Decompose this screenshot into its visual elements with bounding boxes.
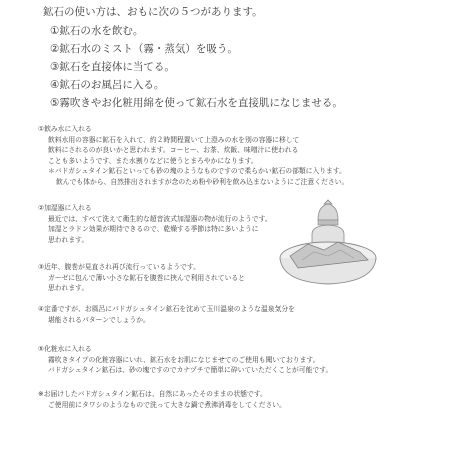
section-body-line: 思われます。: [48, 235, 89, 244]
intro-text: 鉱石の使い方は、おもに次の５つがあります。: [43, 6, 263, 18]
section-body-line: 飲料水用の容器に鉱石を入れて、約２時間程置いて上澄みの水を別の容器に移して: [48, 135, 300, 144]
section-body-line: 思われます。: [48, 284, 89, 292]
section-drinking-water: [38, 124, 398, 187]
section-note-line: 飲んでも体から、自然排出されますが念のため粉や砂利を飲み込まないようにご注意ください。: [56, 177, 349, 186]
section-note-line: ＊バドガシュタイン鉱石といっても砂の塊のようなものですので柔らかい鉱石の部類に入ります。: [48, 167, 346, 175]
section-body-line: 堪能されるパターンでしょうか。: [48, 315, 150, 324]
usage-item: ③鉱石を直接体に当てる。: [50, 61, 175, 73]
section-lotion: [38, 344, 398, 376]
section-heading: ⑤化粧水に入れる: [38, 345, 92, 353]
section-body-line: 霧吹きタイプの化粧容器にいれ、鉱石水をお肌になじませてのご使用も聞いております。: [48, 355, 320, 364]
section-body-line: 最近では、すべて洗えて衛生的な超音波式加湿器の物が流行のようです。: [48, 214, 272, 223]
usage-item: ②鉱石水のミスト（霧・蒸気）を吸う。: [50, 43, 238, 55]
section-body-line: 加湿とラドン効果が期待できるので、乾燥する季節は特に多いように: [48, 225, 259, 233]
section-heading: ①飲み水に入れる: [38, 125, 92, 133]
usage-item: ④鉱石のお風呂に入る。: [50, 79, 165, 91]
section-body-line: ことも多いようです、また水割りなどに使うとまろやかになります。: [48, 156, 258, 165]
section-body-line: ご使用前にタワシのようなもので洗って大きな鍋で煮沸消毒をしてください。: [48, 400, 286, 409]
usage-item: ①鉱石の水を飲む。: [50, 25, 144, 37]
section-heading: ②加湿器に入れる: [38, 204, 92, 212]
section-body-line: バドガシュタイン鉱石は、砂の塊ですのでカナヅチで簡単に砕いていただくことが可能です。: [48, 366, 333, 374]
section-delivery-note: [38, 389, 398, 410]
section-body-line: 飲料にされるのが良いかと思われます。コーヒー、お茶、炊飯、味噌汁に使われる: [48, 146, 299, 154]
usage-list: [50, 22, 343, 112]
section-body-line: ガーゼに包んで薄い小さな鉱石を腹巻に挟んで利用されていると: [48, 273, 245, 282]
section-heading: ③近年、腹巻が見直され再び流行っているようです。: [38, 263, 200, 271]
section-heading: ④定番ですが、お風呂にバドガシュタイン鉱石を沈めて玉川温泉のような温泉気分を: [38, 305, 295, 313]
section-heading: ※お届けしたバドガシュタイン鉱石は、自然にあったそのままの状態です。: [38, 390, 267, 398]
usage-item: ⑤霧吹きやお化粧用綿を使って鉱石水を直接肌になじませる。: [50, 97, 343, 109]
section-belly-band: [38, 262, 318, 294]
section-bath: [38, 304, 358, 325]
